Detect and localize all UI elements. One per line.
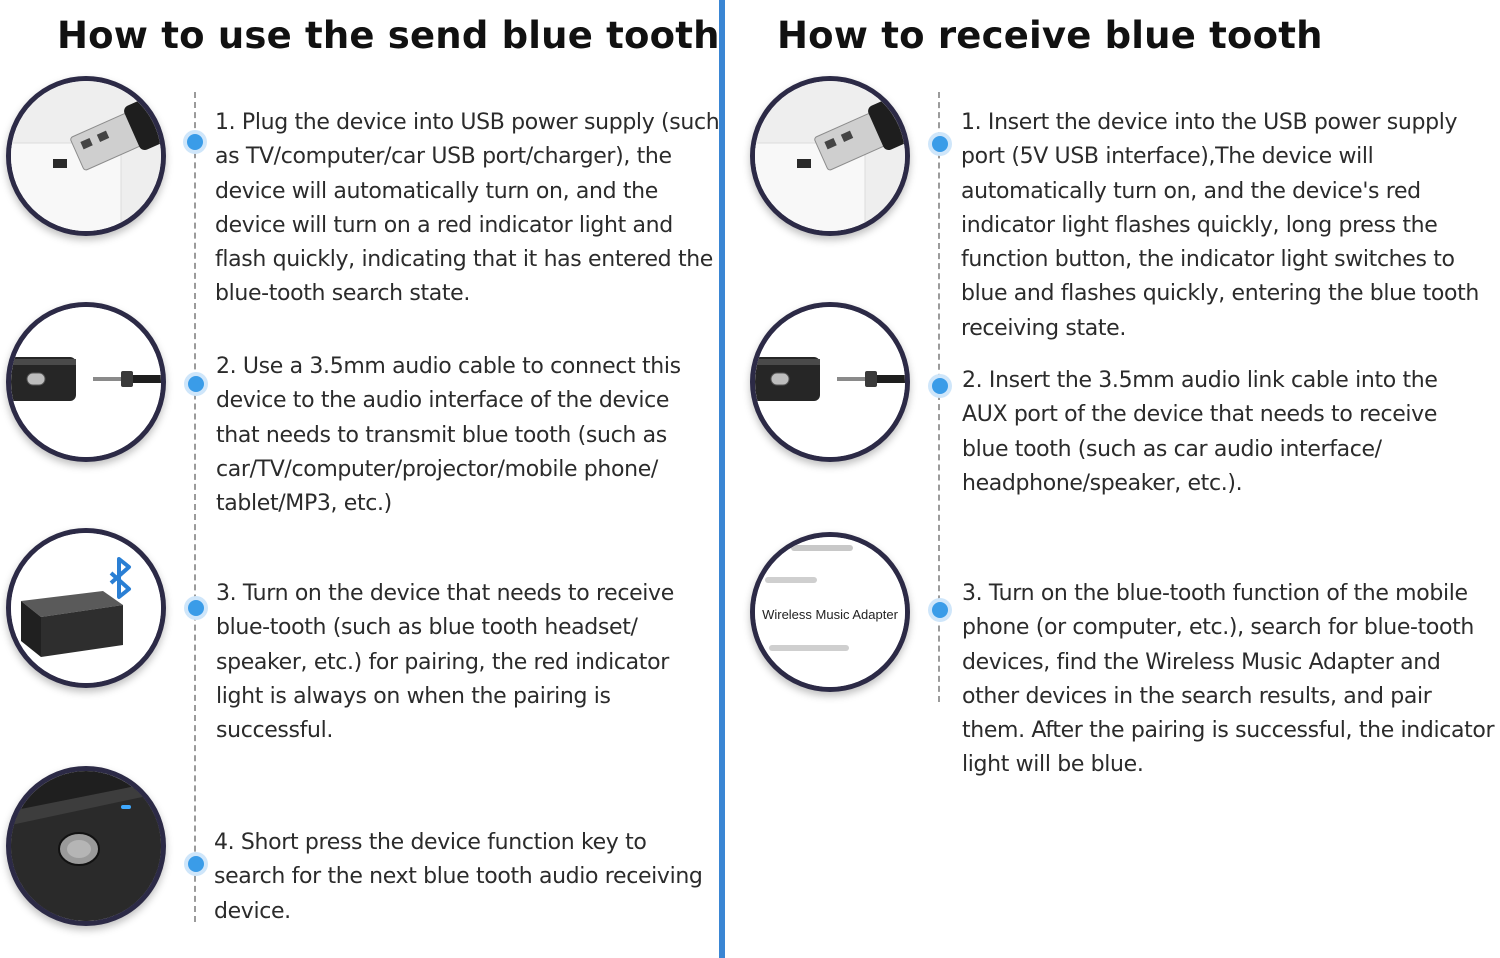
receive-step-2-marker	[932, 378, 948, 394]
send-step-3: 3. Turn on the device that needs to receive blue-tooth (such as blue tooth headset/ speaker, etc.) for pairing, the red indicator light is always on when the pairing is successful.	[216, 581, 674, 744]
send-step-1: 1. Plug the device into USB power supply (such as TV/computer/car USB port/charger), the device will automatically turn on, and the device will turn on a red indicator light and flash quickly, indicating that it has entered the blue-tooth search state.	[215, 110, 720, 307]
send-timeline	[194, 92, 196, 922]
send-step-2-marker	[188, 376, 204, 392]
function-button-icon	[6, 766, 166, 926]
usb-plug-icon	[750, 76, 910, 236]
receive-step-3: 3. Turn on the blue-tooth function of the mobile phone (or computer, etc.), search for blue-tooth devices, find the Wireless Music Adapter and other devices in the search results, and pair them. After the pairing is successful, the indicator light will be blue.	[962, 581, 1495, 778]
phone-bluetooth-list	[750, 532, 910, 692]
receive-step-3-marker	[932, 602, 948, 618]
receive-step-2: 2. Insert the 3.5mm audio link cable into the AUX port of the device that needs to receive blue tooth (such as car audio interface/ headphone/speaker, etc.).	[962, 368, 1438, 496]
usb-plug-icon	[6, 76, 166, 236]
send-step-2: 2. Use a 3.5mm audio cable to connect this device to the audio interface of the device that needs to transmit blue tooth (such as car/TV/computer/projector/mobile phone/ tablet/MP3, etc.)	[216, 354, 681, 517]
receive-step-1: 1. Insert the device into the USB power supply port (5V USB interface),The device will automatically turn on, and the device's red indicator light flashes quickly, long press the function button, the indicator light switches to blue and flashes quickly, entering the blue tooth receiving state.	[961, 110, 1479, 341]
aux-cable-icon	[6, 302, 166, 462]
bluetooth-speaker-icon	[6, 528, 166, 688]
send-step-3-marker	[188, 600, 204, 616]
wireless-music-adapter-label: Wireless Music Adapter	[762, 607, 898, 622]
send-step-1-marker	[187, 134, 203, 150]
send-step-4-marker	[188, 856, 204, 872]
receive-title: How to receive blue tooth	[777, 14, 1323, 57]
send-title: How to use the send blue tooth	[57, 14, 720, 57]
receive-step-1-marker	[932, 136, 948, 152]
aux-cable-icon	[750, 302, 910, 462]
send-step-4: 4. Short press the device function key to search for the next blue tooth audio receiving device.	[214, 830, 703, 924]
